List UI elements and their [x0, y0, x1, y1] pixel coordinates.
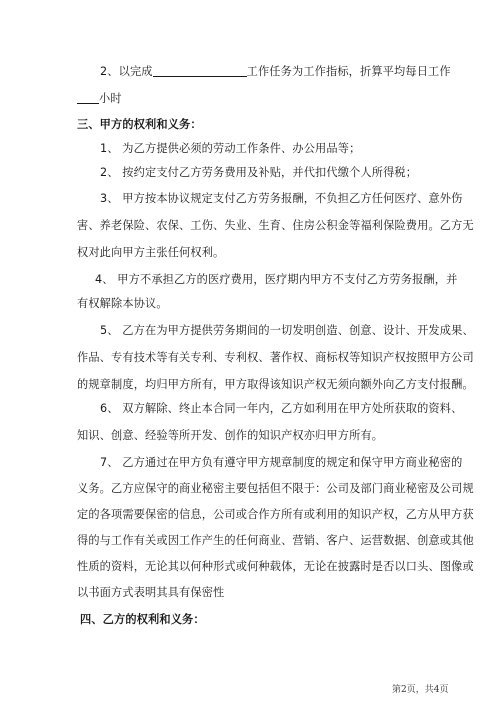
item-2-hours-label: 小时 — [99, 92, 122, 105]
section-3-item-6-line-1: 6、 双方解除、终止本合同一年内，乙方如利用在甲方处所获取的资料、 — [100, 402, 463, 415]
section-3-item-5-line-3: 的规章制度，均归甲方所有，甲方取得该知识产权无须向额外向乙方支付报酬。 — [77, 378, 474, 391]
section-3-heading: 三、甲方的权利和义务： — [77, 118, 202, 131]
section-3-item-5-line-2: 作品、专有技术等有关专利、专利权、著作权、商标权等知识产权按照甲方公司 — [77, 351, 474, 364]
section-3-item-3-line-2: 害、养老保险、农保、工伤、失业、生育、住房公积金等福利保险费用。乙方无 — [77, 219, 474, 232]
section-3-item-3-line-3: 权对此向甲方主张任何权利。 — [77, 246, 225, 259]
section-3-item-3-line-1: 3、 甲方按本协议规定支付乙方劳务报酬，不负担乙方任何医疗、意外伤 — [100, 192, 463, 205]
section-3-item-7-line-1: 7、 乙方通过在甲方负有遵守甲方规章制度的规定和保守甲方商业秘密的 — [100, 456, 463, 469]
section-3-item-7-line-2: 义务。乙方应保守的商业秘密主要包括但不限于：公司及部门商业秘密及公司规 — [77, 482, 474, 495]
item-2-text-end: 工作任务为工作指标，折算平均每日工作 — [246, 65, 451, 78]
item-2-text-start: 2、以完成 — [100, 65, 153, 78]
section-3-item-4-line-1: 4、 甲方不承担乙方的医疗费用，医疗期内甲方不支付乙方劳务报酬，并 — [95, 273, 458, 286]
section-3-item-6-line-2: 知识、创意、经验等所开发、创作的知识产权亦归甲方所有。 — [77, 429, 384, 442]
section-3-item-5-line-1: 5、 乙方在为甲方提供劳务期间的一切发明创造、创意、设计、开发成果、 — [100, 324, 474, 337]
hours-blank-underline — [77, 91, 99, 104]
item-2-line-2 — [77, 91, 500, 106]
section-4-heading: 四、乙方的权利和义务： — [80, 613, 205, 626]
section-3-item-7-line-5: 性质的资料，无论其以何种形式或何种载体，无论在披露时是否以口头、图像或 — [77, 560, 474, 573]
section-3-item-2: 2、 按约定支付乙方劳务费用及补贴，并代扣代缴个人所得税； — [100, 166, 418, 179]
section-3-item-4-line-2: 有权解除本协议。 — [77, 297, 168, 310]
task-blank-underline — [153, 64, 247, 77]
section-3-item-1: 1、 为乙方提供必须的劳动工作条件、办公用品等； — [100, 142, 361, 155]
item-2-line-1 — [100, 64, 500, 79]
page-number: 第2页，共4页 — [392, 685, 449, 695]
section-3-item-7-line-4: 得的与工作有关或因工作产生的任何商业、营销、客户、运营数据、创意或其他 — [77, 534, 474, 547]
section-3-item-7-line-3: 定的各项需要保密的信息，公司或合作方所有或利用的知识产权，乙方从甲方获 — [77, 508, 474, 521]
section-3-item-7-line-6: 以书面方式表明其具有保密性 — [77, 586, 225, 599]
